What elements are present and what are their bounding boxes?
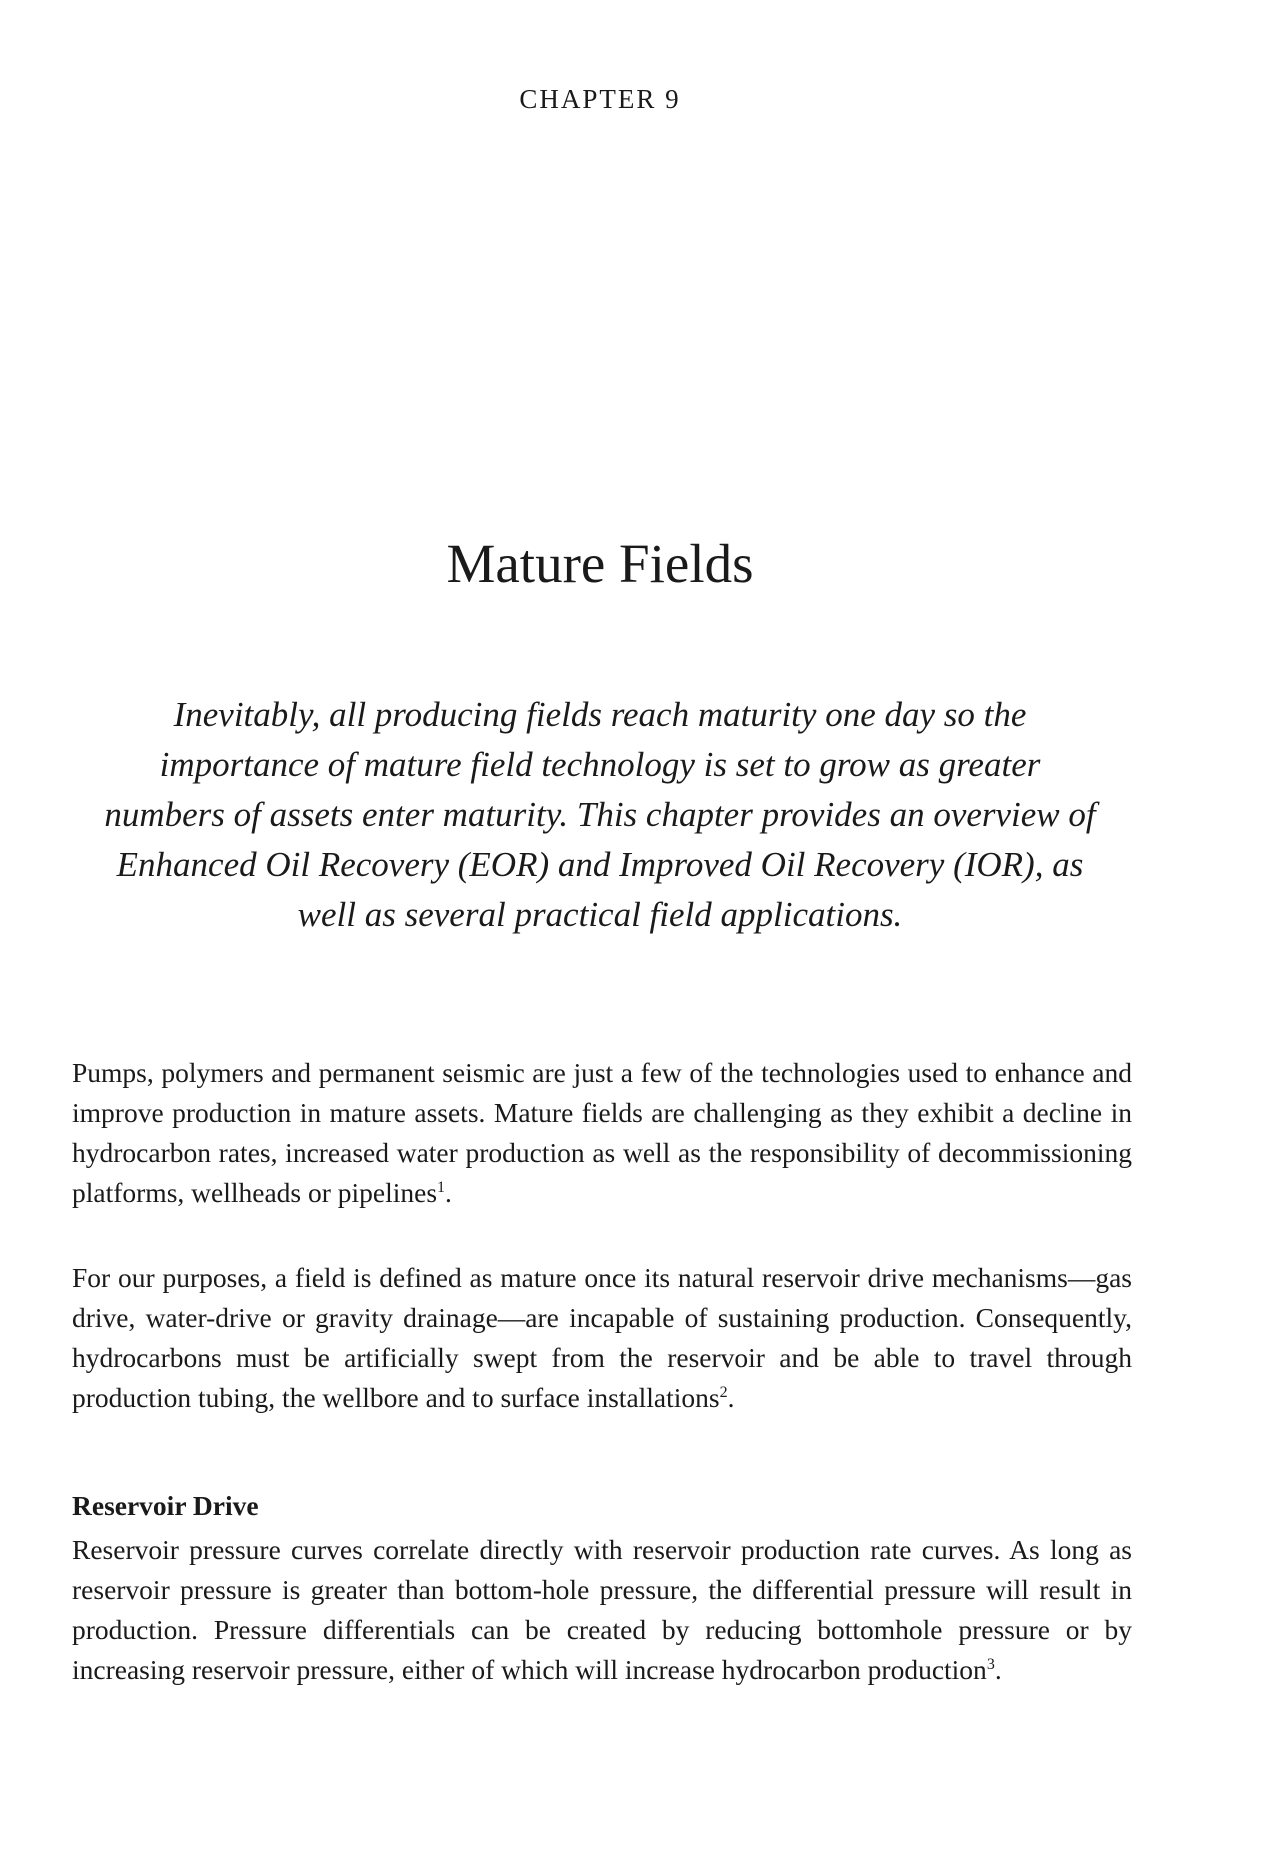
section-heading: Reservoir Drive (72, 1490, 259, 1521)
paragraph-end: . (994, 1654, 1002, 1685)
footnote-marker[interactable]: 1 (437, 1178, 446, 1196)
body-paragraph (72, 1258, 1132, 1418)
chapter-epigraph: Inevitably, all producing fields reach maturity one day so the importance of mature field technology is set to grow as greater numbers of assets enter maturity. This chapter provides an overview of Enhanced Oil Recovery (EOR) and Improved Oil Recovery (IOR), as well as several practical field applications. (104, 695, 1096, 934)
footnote-marker[interactable]: 2 (719, 1383, 728, 1401)
footnote-marker[interactable]: 3 (986, 1655, 995, 1673)
paragraph-end: . (445, 1177, 452, 1208)
chapter-title: Mature Fields (446, 533, 754, 594)
paragraph-text: Reservoir pressure curves correlate directly with reservoir production rate curves. As long as reservoir pressure is greater than bottom-hole pressure, the differential pressure will result in production. Pressure differentials can be created by reducing bottomhole pressure or by increasing reservoir pressure, either of which will increase hydrocarbon production (72, 1534, 1132, 1685)
body-paragraph (72, 1530, 1132, 1690)
paragraph-text: Pumps, polymers and permanent seismic are just a few of the technologies used to enhance and improve production in mature assets. Mature fields are challenging as they exhibit a decline in hydrocarbon rates, increased water production as well as the responsibility of decommissioning platforms, wellheads or pipelines (72, 1057, 1132, 1208)
body-paragraph (72, 1053, 1132, 1213)
paragraph-text: For our purposes, a field is defined as mature once its natural reservoir drive mechanisms—gas drive, water-drive or gravity drainage—are incapable of sustaining production. Consequently, hydrocarbons must be artificially swept from the reservoir and be able to travel through production tubing, the wellbore and to surface installations (72, 1262, 1132, 1413)
chapter-label: CHAPTER 9 (519, 84, 681, 114)
paragraph-end: . (727, 1382, 735, 1413)
